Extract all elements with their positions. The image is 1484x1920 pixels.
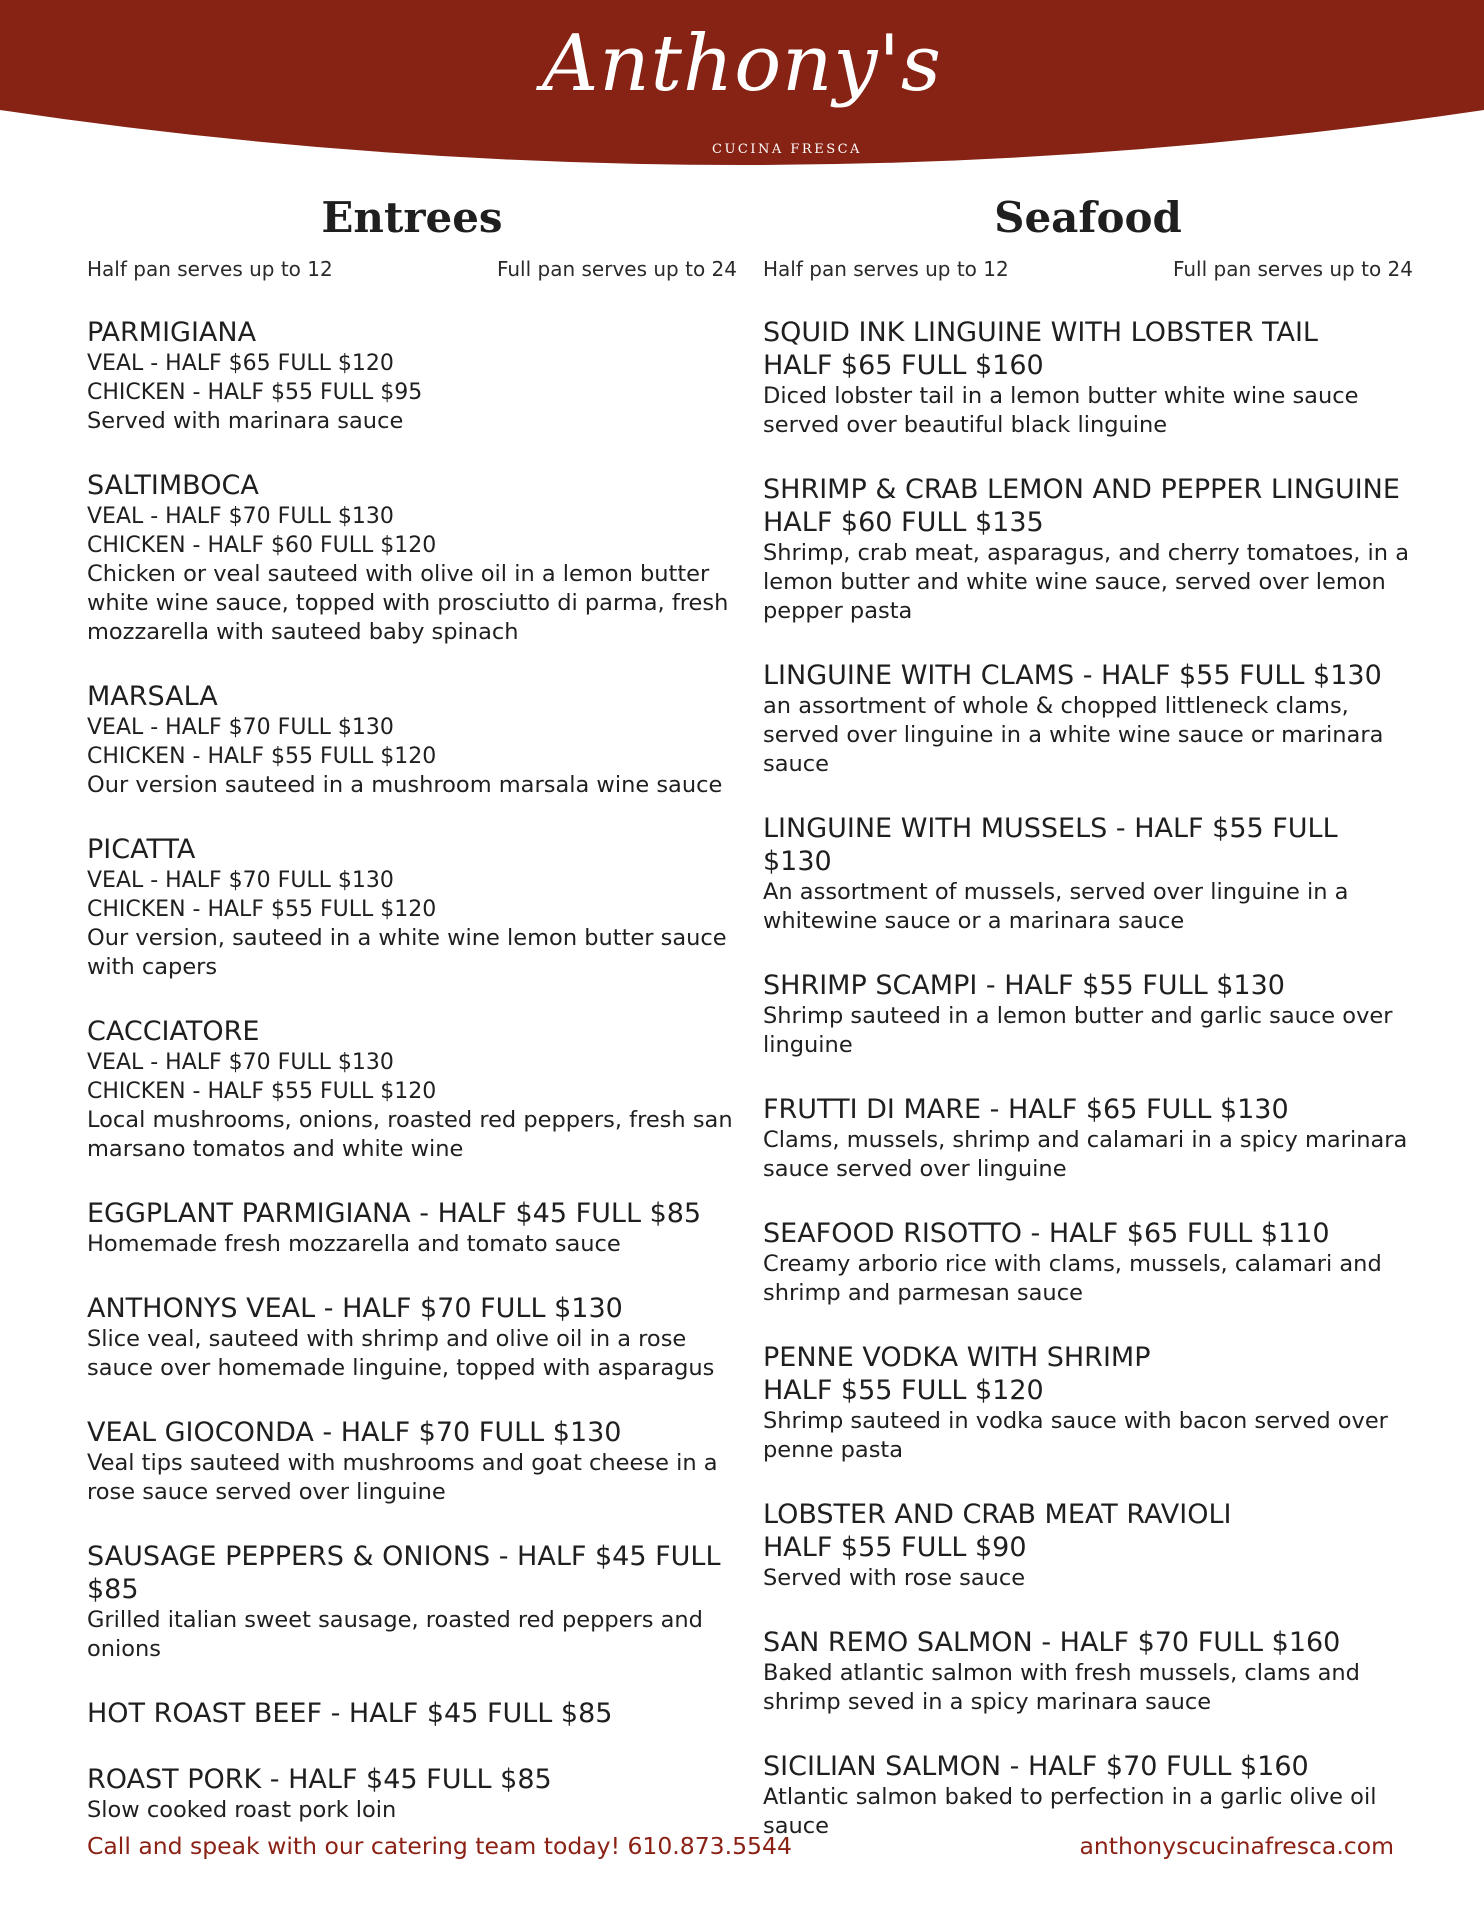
menu-item bbox=[763, 812, 1413, 936]
menu-item-price-line: CHICKEN - HALF $55 FULL $120 bbox=[87, 744, 437, 769]
menu-item-title: EGGPLANT PARMIGIANA - HALF $45 FULL $85 bbox=[87, 1198, 702, 1229]
menu-item-description: Shrimp, crab meat, asparagus, and cherry tomatoes, in a lemon butter and white wine sauce, served over lemon pepper pasta bbox=[763, 540, 1409, 624]
menu-item bbox=[87, 680, 737, 800]
seafood-serving-note bbox=[763, 256, 1413, 282]
menu-item-description: Homemade fresh mozzarella and tomato sauce bbox=[87, 1231, 621, 1257]
menu-item bbox=[87, 1015, 737, 1164]
menu-item bbox=[763, 1498, 1413, 1593]
menu-item-description: Local mushrooms, onions, roasted red peppers, fresh san marsano tomatos and white wine bbox=[87, 1107, 733, 1162]
menu-item-title: SAUSAGE PEPPERS & ONIONS - HALF $45 FULL $85 bbox=[87, 1541, 721, 1605]
menu-item bbox=[87, 316, 737, 436]
entrees-column bbox=[87, 190, 737, 1858]
menu-item-price-line: CHICKEN - HALF $55 FULL $95 bbox=[87, 380, 423, 405]
menu-item bbox=[87, 469, 737, 647]
menu-item-description: Diced lobster tail in a lemon butter white wine sauce served over beautiful black linguine bbox=[763, 383, 1359, 438]
half-pan-note: Half pan serves up to 12 bbox=[87, 257, 333, 281]
seafood-list bbox=[763, 316, 1413, 1841]
menu-item-description: Creamy arborio rice with clams, mussels, calamari and shrimp and parmesan sauce bbox=[763, 1251, 1382, 1306]
menu-item-price-line: VEAL - HALF $70 FULL $130 bbox=[87, 504, 394, 529]
menu-item-title: VEAL GIOCONDA - HALF $70 FULL $130 bbox=[87, 1417, 622, 1448]
menu-item bbox=[763, 1217, 1413, 1308]
menu-item bbox=[763, 1093, 1413, 1184]
menu-item-description: Chicken or veal sauteed with olive oil in a lemon butter white wine sauce, topped with prosciutto di parma, fresh mozzarella with sauteed baby spinach bbox=[87, 561, 729, 645]
menu-item-description: Slice veal, sauteed with shrimp and olive oil in a rose sauce over homemade linguine, topped with asparagus bbox=[87, 1326, 715, 1381]
full-pan-note: Full pan serves up to 24 bbox=[1172, 257, 1413, 281]
menu-item-price: HALF $60 FULL $135 bbox=[763, 507, 1044, 538]
menu-item-title: LOBSTER AND CRAB MEAT RAVIOLI bbox=[763, 1499, 1232, 1530]
menu-item-description: an assortment of whole & chopped littleneck clams, served over linguine in a white wine sauce or marinara sauce bbox=[763, 693, 1384, 777]
menu-item bbox=[87, 833, 737, 982]
brand-logo: Anthony's bbox=[542, 19, 942, 109]
menu-item-title: ANTHONYS VEAL - HALF $70 FULL $130 bbox=[87, 1293, 623, 1324]
menu-item-price: HALF $55 FULL $90 bbox=[763, 1532, 1027, 1563]
menu-item-title: SALTIMBOCA bbox=[87, 470, 259, 501]
menu-item-title: SICILIAN SALMON - HALF $70 FULL $160 bbox=[763, 1751, 1309, 1782]
menu-item bbox=[763, 969, 1413, 1060]
menu-item-description: An assortment of mussels, served over linguine in a whitewine sauce or a marinara sauce bbox=[763, 879, 1349, 934]
menu-item-description: Shrimp sauteed in a lemon butter and garlic sauce over linguine bbox=[763, 1003, 1393, 1058]
half-pan-note: Half pan serves up to 12 bbox=[763, 257, 1009, 281]
menu-item-title: CACCIATORE bbox=[87, 1016, 260, 1047]
menu-item bbox=[763, 316, 1413, 440]
menu-item-title: HOT ROAST BEEF - HALF $45 FULL $85 bbox=[87, 1698, 613, 1729]
menu-item-description: Atlantic salmon baked to perfection in a garlic olive oil sauce bbox=[763, 1784, 1377, 1839]
website-link[interactable]: anthonyscucinafresca.com bbox=[1079, 1832, 1394, 1860]
menu-item bbox=[87, 1540, 737, 1664]
menu-item-title: FRUTTI DI MARE - HALF $65 FULL $130 bbox=[763, 1094, 1289, 1125]
seafood-title: Seafood bbox=[994, 193, 1182, 242]
entrees-list bbox=[87, 316, 737, 1825]
menu-item-description: Veal tips sauteed with mushrooms and goat cheese in a rose sauce served over linguine bbox=[87, 1450, 718, 1505]
menu-item-price-line: VEAL - HALF $70 FULL $130 bbox=[87, 868, 394, 893]
full-pan-note: Full pan serves up to 24 bbox=[496, 257, 737, 281]
menu-item-description: Slow cooked roast pork loin bbox=[87, 1797, 397, 1823]
entrees-serving-note bbox=[87, 256, 737, 282]
menu-item-title: SHRIMP SCAMPI - HALF $55 FULL $130 bbox=[763, 970, 1285, 1001]
menu-item bbox=[87, 1416, 737, 1507]
menu-item-description: Served with marinara sauce bbox=[87, 408, 404, 434]
footer bbox=[87, 1830, 1394, 1862]
menu-item-price-line: CHICKEN - HALF $55 FULL $120 bbox=[87, 897, 437, 922]
catering-phone: Call and speak with our catering team today! 610.873.5544 bbox=[87, 1832, 792, 1860]
menu-item-title: LINGUINE WITH MUSSELS - HALF $55 FULL $130 bbox=[763, 813, 1338, 877]
menu-item-title: SQUID INK LINGUINE WITH LOBSTER TAIL bbox=[763, 317, 1318, 348]
menu-item-title: PARMIGIANA bbox=[87, 317, 257, 348]
menu-item-price-line: VEAL - HALF $65 FULL $120 bbox=[87, 351, 394, 376]
menu-item-title: SHRIMP & CRAB LEMON AND PEPPER LINGUINE bbox=[763, 474, 1400, 505]
entrees-title: Entrees bbox=[321, 193, 503, 242]
menu-item bbox=[763, 1750, 1413, 1841]
menu-item-description: Shrimp sauteed in vodka sauce with bacon served over penne pasta bbox=[763, 1408, 1388, 1463]
menu-item-description: Our version, sauteed in a white wine lemon butter sauce with capers bbox=[87, 925, 727, 980]
menu-item-price-line: VEAL - HALF $70 FULL $130 bbox=[87, 715, 394, 740]
menu-item-price-line: CHICKEN - HALF $60 FULL $120 bbox=[87, 533, 437, 558]
seafood-column bbox=[763, 190, 1413, 1874]
menu-item bbox=[763, 1626, 1413, 1717]
menu-item bbox=[763, 659, 1413, 779]
menu-item bbox=[87, 1697, 737, 1730]
menu-item-title: ROAST PORK - HALF $45 FULL $85 bbox=[87, 1764, 552, 1795]
menu-item bbox=[763, 473, 1413, 626]
menu-item-price-line: CHICKEN - HALF $55 FULL $120 bbox=[87, 1079, 437, 1104]
menu-item bbox=[763, 1341, 1413, 1465]
menu-item bbox=[87, 1197, 737, 1259]
menu-item bbox=[87, 1763, 737, 1825]
menu-item-description: Served with rose sauce bbox=[763, 1565, 1026, 1591]
menu-item-description: Baked atlantic salmon with fresh mussels, clams and shrimp seved in a spicy marinara sauce bbox=[763, 1660, 1360, 1715]
menu-item-description: Clams, mussels, shrimp and calamari in a spicy marinara sauce served over linguine bbox=[763, 1127, 1408, 1182]
menu-item-title: SAN REMO SALMON - HALF $70 FULL $160 bbox=[763, 1627, 1341, 1658]
brand-tagline: CUCINA FRESCA bbox=[712, 142, 862, 157]
menu-item-title: MARSALA bbox=[87, 681, 218, 712]
menu-item-title: SEAFOOD RISOTTO - HALF $65 FULL $110 bbox=[763, 1218, 1330, 1249]
menu-item-price: HALF $65 FULL $160 bbox=[763, 350, 1044, 381]
menu-item bbox=[87, 1292, 737, 1383]
menu-item-price-line: VEAL - HALF $70 FULL $130 bbox=[87, 1050, 394, 1075]
menu-item-price: HALF $55 FULL $120 bbox=[763, 1375, 1044, 1406]
menu-item-title: PENNE VODKA WITH SHRIMP bbox=[763, 1342, 1151, 1373]
menu-item-description: Our version sauteed in a mushroom marsala wine sauce bbox=[87, 772, 723, 798]
menu-item-title: LINGUINE WITH CLAMS - HALF $55 FULL $130 bbox=[763, 660, 1382, 691]
menu-item-title: PICATTA bbox=[87, 834, 196, 865]
menu-item-description: Grilled italian sweet sausage, roasted red peppers and onions bbox=[87, 1607, 703, 1662]
